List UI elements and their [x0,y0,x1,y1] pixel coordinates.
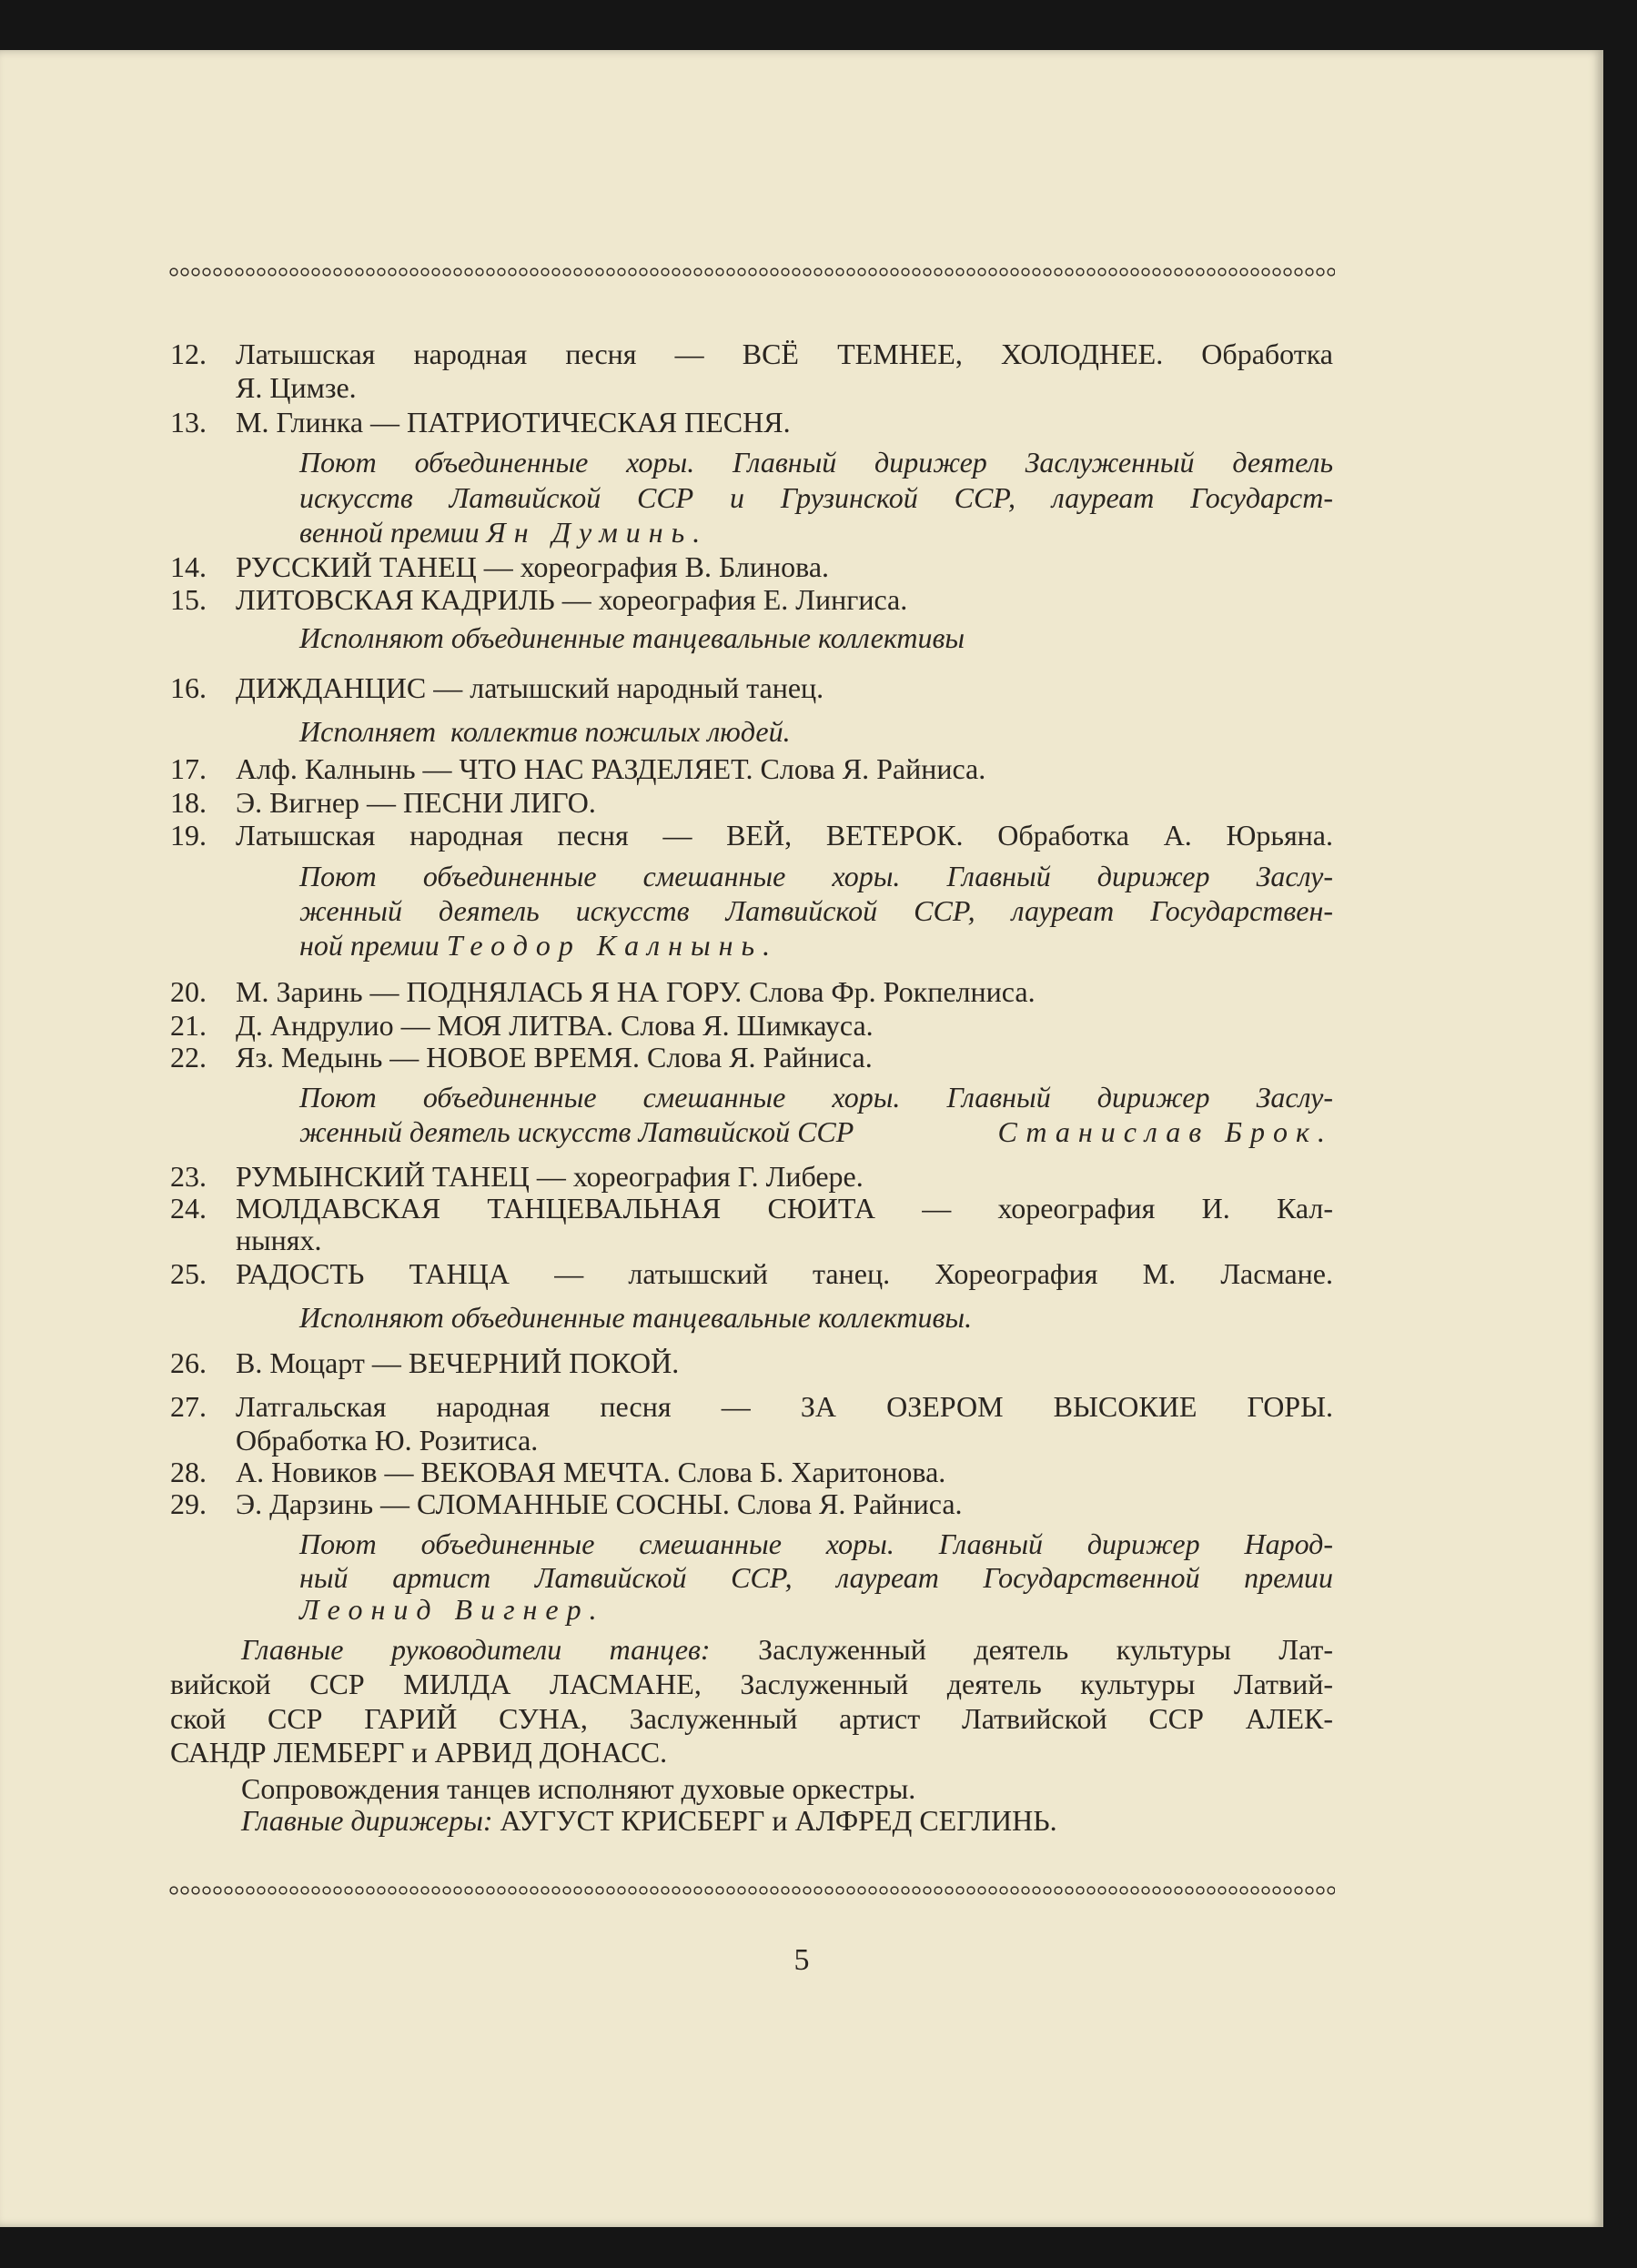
item-text: Латышская народная песня — ВЕЙ, ВЕТЕРОК. Обработка А. Юрьяна. [236,819,1333,852]
ornament-divider-bottom [168,1885,1335,1896]
item-number: 29. [170,1487,207,1520]
performer-note [299,1112,1333,1152]
item-number: 21. [170,1009,207,1042]
performer-note: Поют объединенные хоры. Главный дирижер Заслуженный деятель [299,446,1333,479]
credits-text: Заслуженный деятель культуры Лат- [710,1633,1334,1666]
credits-line: САНДР ЛЕМБЕРГ и АРВИД ДОНАСС. [170,1736,668,1769]
item-number: 25. [170,1257,207,1290]
performer-note: Исполняют объединенные танцевальные коллективы. [299,1301,973,1334]
note-text: венной премии [299,516,480,549]
item-text: М. Заринь — ПОДНЯЛАСЬ Я НА ГОРУ. Слова Фр. Рокпелниса. [236,975,1036,1008]
page-number: 5 [793,1943,810,1977]
item-number: 18. [170,786,207,819]
conductors-names: АУГУСТ КРИСБЕРГ и АЛФРЕД СЕГЛИНЬ. [492,1804,1057,1837]
item-number: 24. [170,1192,207,1225]
item-text: Латышская народная песня — ВСЁ ТЕМНЕЕ, ХОЛОДНЕЕ. Обработка [236,338,1333,370]
conductor-name: Ян Думинь. [486,516,709,549]
item-number: 17. [170,752,207,785]
item-number: 12. [170,338,207,370]
item-number: 14. [170,550,207,583]
item-number: 27. [170,1390,207,1423]
item-number: 13. [170,406,207,438]
item-text: ЛИТОВСКАЯ КАДРИЛЬ — хореография Е. Лингиса. [236,583,908,616]
item-text: РУССКИЙ ТАНЕЦ — хореография В. Блинова. [236,550,830,583]
conductor-name: Теодор Калнынь. [446,929,779,962]
item-text: РУМЫНСКИЙ ТАНЕЦ — хореография Г. Либере. [236,1160,864,1193]
item-text: В. Моцарт — ВЕЧЕРНИЙ ПОКОЙ. [236,1346,680,1379]
credits-line: вийской ССР МИЛДА ЛАСМАНЕ, Заслуженный деятель культуры Латвий- [170,1668,1333,1700]
performer-note: Поют объединенные смешанные хоры. Главный дирижер Заслу- [299,860,1333,892]
item-number: 15. [170,583,207,616]
item-number: 22. [170,1041,207,1074]
performer-note: Поют объединенные смешанные хоры. Главный дирижер Заслу- [299,1081,1333,1114]
item-text: Э. Вигнер — ПЕСНИ ЛИГО. [236,786,596,819]
item-text: М. Глинка — ПАТРИОТИЧЕСКАЯ ПЕСНЯ. [236,406,791,438]
ornament-divider-top [168,267,1335,277]
orchestra-note: Сопровождения танцев исполняют духовые оркестры. [241,1772,916,1805]
credits-line: ской ССР ГАРИЙ СУНА, Заслуженный артист Латвийской ССР АЛЕК- [170,1702,1333,1735]
item-text: Обработка Ю. Розитиса. [236,1424,539,1457]
conductor-name: Станислав Брок. [997,1115,1333,1148]
item-text: Э. Дарзинь — СЛОМАННЫЕ СОСНЫ. Слова Я. Райниса. [236,1487,963,1520]
item-text: нынях. [236,1224,322,1256]
item-text: Алф. Калнынь — ЧТО НАС РАЗДЕЛЯЕТ. Слова Я. Райниса. [236,752,986,785]
note-text: женный деятель искусств Латвийской ССР [299,1115,854,1148]
item-number: 16. [170,671,207,704]
item-number: 23. [170,1160,207,1193]
performer-note: Исполняют объединенные танцевальные коллективы [299,621,965,654]
item-text: ДИЖДАНЦИС — латышский народный танец. [236,671,824,704]
item-text: Яз. Медынь — НОВОЕ ВРЕМЯ. Слова Я. Райниса. [236,1041,873,1074]
item-text: Латгальская народная песня — ЗА ОЗЕРОМ ВЫСОКИЕ ГОРЫ. [236,1390,1333,1423]
item-number: 28. [170,1456,207,1488]
item-text: Я. Цимзе. [236,371,357,404]
credits-label: Главные руководители танцев: [241,1633,711,1666]
item-text: А. Новиков — ВЕКОВАЯ МЕЧТА. Слова Б. Харитонова. [236,1456,946,1488]
performer-note: ный артист Латвийской ССР, лауреат Государственной премии [299,1561,1333,1594]
note-text: ной премии [299,929,440,962]
item-number: 20. [170,975,207,1008]
performer-note [299,925,1333,965]
performer-note: искусств Латвийской ССР и Грузинской ССР, лауреат Государст- [299,481,1333,514]
performer-note: Исполняет коллектив пожилых людей. [299,715,791,748]
performer-note: Поют объединенные смешанные хоры. Главный дирижер Народ- [299,1527,1333,1560]
item-text: РАДОСТЬ ТАНЦА — латышский танец. Хореография М. Ласмане. [236,1257,1333,1290]
conductors-label: Главные дирижеры: [241,1804,493,1837]
item-number: 19. [170,819,207,852]
item-number: 26. [170,1346,207,1379]
conductors-line [241,1800,1333,1840]
performer-note: женный деятель искусств Латвийской ССР, лауреат Государствен- [299,894,1333,927]
item-text: МОЛДАВСКАЯ ТАНЦЕВАЛЬНАЯ СЮИТА — хореография И. Кал- [236,1192,1333,1225]
item-text: Д. Андрулио — МОЯ ЛИТВА. Слова Я. Шимкауса. [236,1009,874,1042]
conductor-name: Леонид Вигнер. [299,1593,605,1626]
